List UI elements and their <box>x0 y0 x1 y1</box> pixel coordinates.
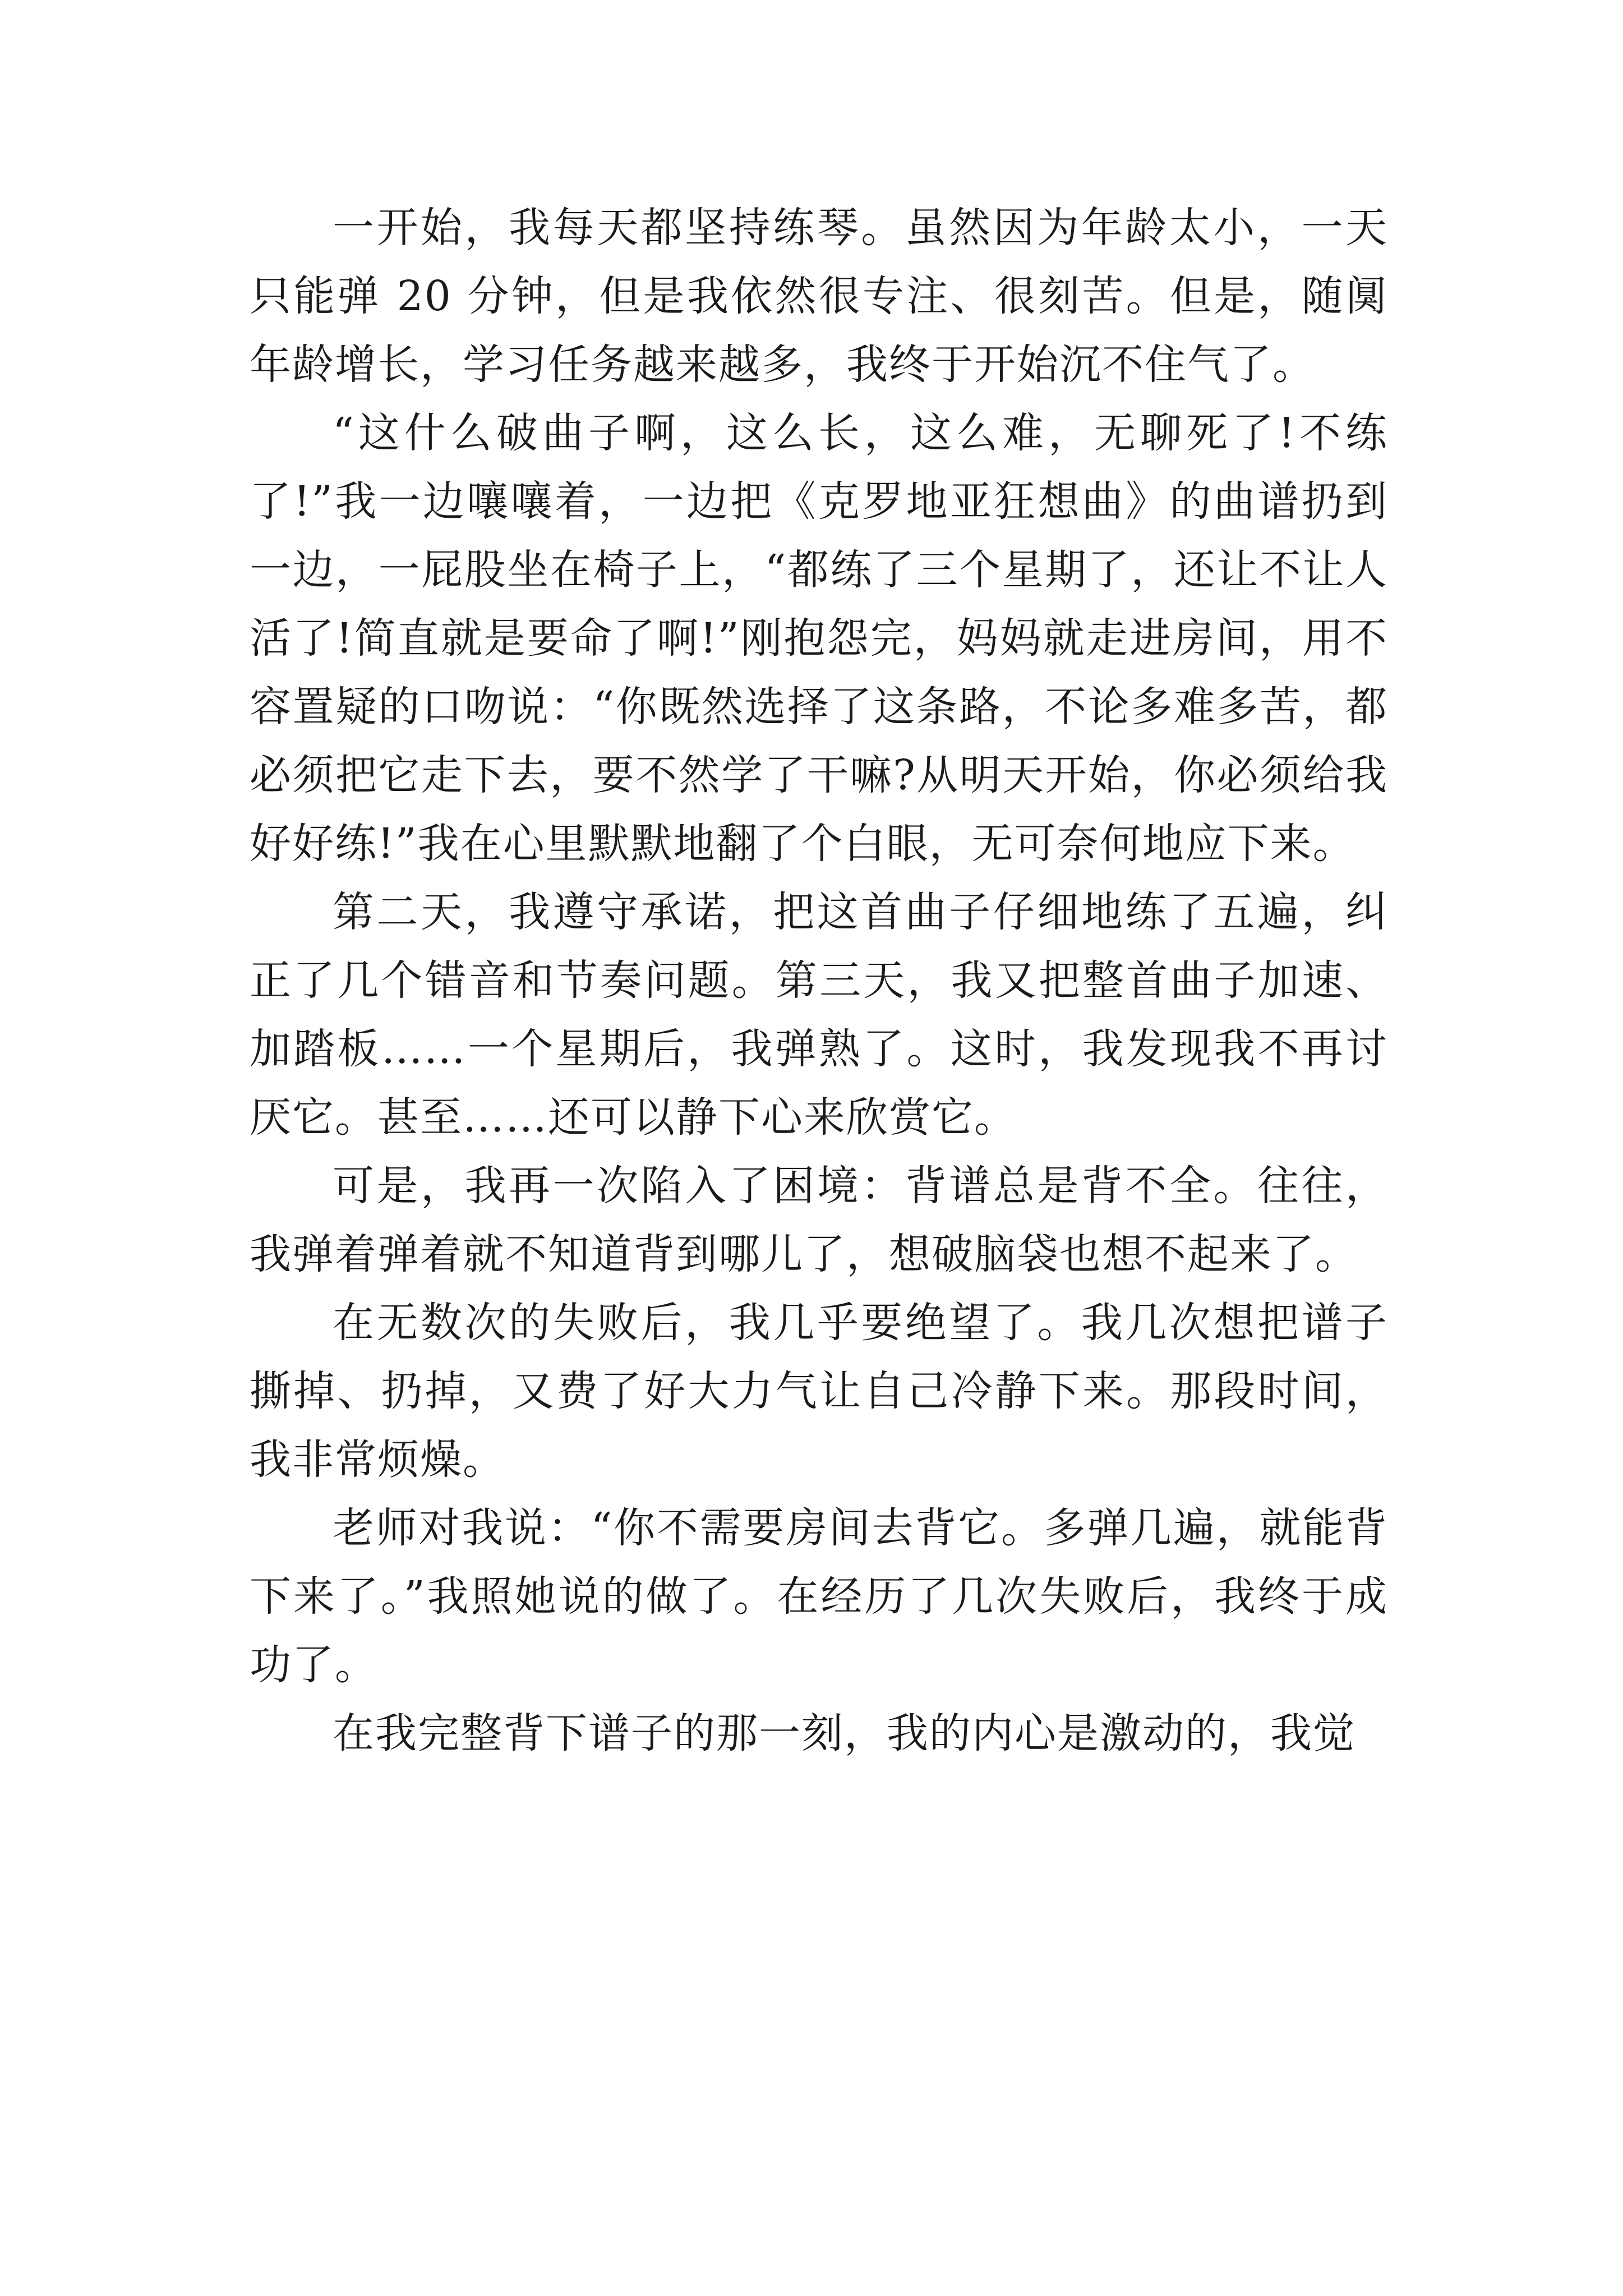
paragraph-4: 可是，我再一次陷入了困境：背谱总是背不全。往往，我弹着弹着就不知道背到哪儿了，想破脑袋也想不起来了。 <box>250 1162 1388 1278</box>
document-body <box>250 194 1388 1768</box>
paragraph-7: 在我完整背下谱子的那一刻，我的内心是激动的，我觉 <box>333 1709 1355 1757</box>
paragraph-6: 老师对我说：“你不需要房间去背它。多弹几遍，就能背下来了。”我照她说的做了。在经历了几次失败后，我终于成功了。 <box>250 1504 1388 1689</box>
paragraph-1: 一开始，我每天都坚持练琴。虽然因为年龄太小，一天只能弹 20 分钟，但是我依然很专注、很刻苦。但是，随阒年龄增长，学习任务越来越多，我终于开始沉不住气了。 <box>250 204 1388 389</box>
paragraph-3: 第二天，我遵守承诺，把这首曲子仔细地练了五遍，纠正了几个错音和节奏问题。第三天，我又把整首曲子加速、加踏板……一个星期后，我弹熟了。这时，我发现我不再讨厌它。甚至……还可以静下心来欣赏它。 <box>250 888 1388 1142</box>
paragraph-2: “这什么破曲子啊，这么长，这么难，无聊死了!不练了!”我一边嚷嚷着，一边把《克罗地亚狂想曲》的曲谱扔到一边，一屁股坐在椅子上，“都练了三个星期了，还让不让人活了!简直就是要命了啊!”刚抱怨完，妈妈就走进房间，用不容置疑的口吻说：“你既然选择了这条路，不论多难多苦，都必须把它走下去，要不然学了干嘛?从明天开始，你必须给我好好练!”我在心里默默地翻了个白眼，无可奈何地应下来。 <box>250 409 1388 868</box>
paragraph-5: 在无数次的失败后，我几乎要绝望了。我几次想把谱子撕掉、扔掉，又费了好大力气让自己冷静下来。那段时间，我非常烦燥。 <box>250 1299 1388 1484</box>
